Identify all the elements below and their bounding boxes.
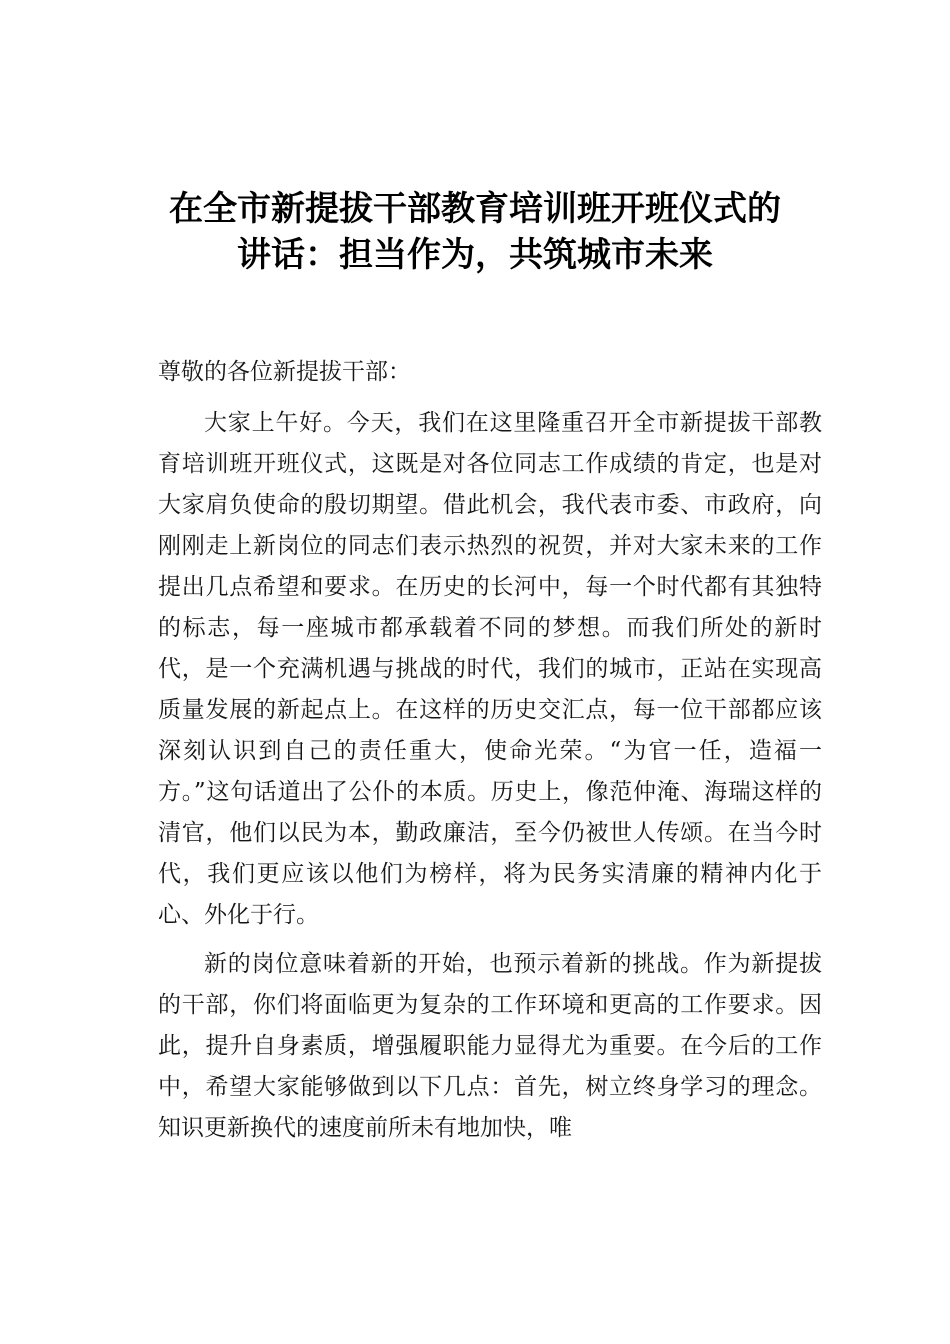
- title-line-2: 讲话：担当作为，共筑城市未来: [237, 235, 713, 275]
- document-title: [100, 186, 850, 278]
- paragraph-2: 新的岗位意味着新的开始，也预示着新的挑战。作为新提拔的干部，你们将面临更为复杂的工作环境和更高的工作要求。因此，提升自身素质，增强履职能力显得尤为重要。在今后的工作中，希望大家能够做到以下几点：首先，树立终身学习的理念。知识更新换代的速度前所未有地加快，唯: [158, 951, 822, 1141]
- document-body: [158, 352, 822, 1157]
- paragraph-1: 大家上午好。今天，我们在这里隆重召开全市新提拔干部教育培训班开班仪式，这既是对各位同志工作成绩的肯定，也是对大家肩负使命的殷切期望。借此机会，我代表市委、市政府，向刚刚走上新岗位的同志们表示热烈的祝贺，并对大家未来的工作提出几点希望和要求。在历史的长河中，每一个时代都有其独特的标志，每一座城市都承载着不同的梦想。而我们所处的新时代，是一个充满机遇与挑战的时代，我们的城市，正站在实现高质量发展的新起点上。在这样的历史交汇点，每一位干部都应该深刻认识到自己的责任重大，使命光荣。“为官一任，造福一方。”这句话道出了公仆的本质。历史上，像范仲淹、海瑞这样的清官，他们以民为本，勤政廉洁，至今仍被世人传颂。在当今时代，我们更应该以他们为榜样，将为民务实清廉的精神内化于心、外化于行。: [158, 410, 822, 928]
- title-line-1: 在全市新提拔干部教育培训班开班仪式的: [169, 189, 781, 229]
- salutation: 尊敬的各位新提拔干部：: [158, 359, 411, 385]
